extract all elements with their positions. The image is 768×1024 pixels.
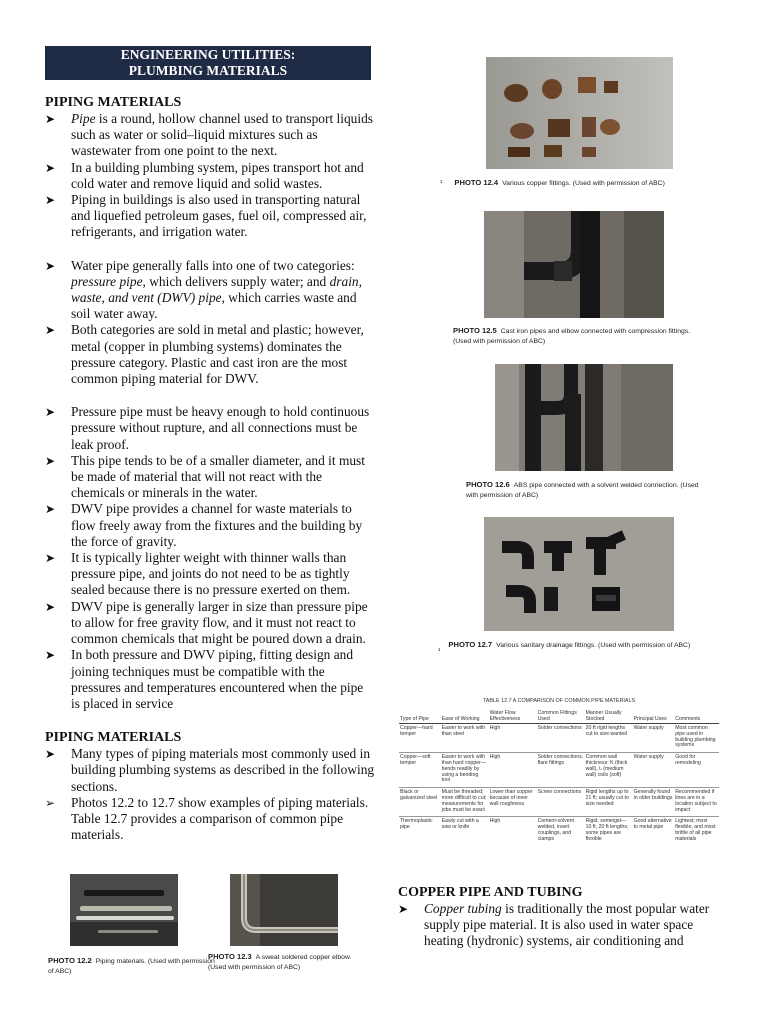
table-row — [399, 788, 719, 817]
photo-caption-text: Various copper fittings. (Used with permission of ABC) — [502, 180, 665, 187]
bullet-list-photos — [45, 746, 375, 843]
table-header-cell: Ease of Working — [441, 709, 489, 724]
photo-caption-text: ABS pipe connected with a solvent welded connection. (Used with permission of ABC) — [466, 482, 699, 499]
arrow-bullet-icon: ➤ — [45, 453, 56, 468]
table-cell: Rigid, semirigid—10 ft, 20 ft lengths; some pipes are flexible — [585, 818, 629, 842]
arrow-bullet-icon: ➤ — [45, 551, 56, 566]
term-dwv-pipe: drain, waste, and vent (DWV) pipe — [71, 273, 362, 306]
cast-iron-elbow-illustration — [484, 211, 664, 318]
arrow-bullet-icon: ➤ — [45, 323, 56, 338]
photo-label: PHOTO 12.5 — [453, 326, 497, 335]
list-item-text: It is typically lighter weight with thinner walls than pressure pipe, and joints do not need to be as tightly sealed because there is no pressure exerted on them. — [71, 550, 351, 598]
photo-label: PHOTO 12.7 — [448, 640, 493, 649]
arrow-bullet-icon: ➤ — [45, 648, 56, 663]
table-cell: Lightest; most flexible, and most brittle of all pipe materials — [675, 818, 716, 842]
photo-12-5-image — [484, 211, 664, 318]
list-item-text: is a round, hollow channel used to transport liquids such as water or solid–liquid mixtures such as wastewater from one point to the next. — [71, 111, 373, 159]
abs-pipe-illustration — [495, 364, 673, 471]
arrow-bullet-icon: ➤ — [45, 599, 56, 614]
table-cell: Cement-solvent welded, insert couplings, and clamps — [537, 818, 574, 842]
table-header-cell: Principal Uses — [633, 709, 675, 724]
list-item-text: In both pressure and DWV piping, fitting design and joining techniques must be compatible with the pressures and temperatures encountered when the pipe is placed in service — [71, 647, 364, 711]
photo-12-3-image — [230, 874, 338, 946]
list-item-text: , which carries waste and soil water away. — [71, 290, 357, 322]
table-header-cell: Water Flow Effectiveness — [489, 709, 537, 724]
photo-label: PHOTO 12.2 — [48, 956, 92, 965]
term-pipe: Pipe — [71, 111, 96, 126]
photo-12-4-caption — [440, 178, 730, 188]
photo-12-5-caption — [453, 326, 698, 346]
arrow-bullet-icon: ➤ — [45, 193, 56, 208]
comparison-table-block — [399, 698, 719, 846]
table-cell: Black or galvanized steel — [399, 788, 441, 817]
photo-12-2-caption — [48, 956, 218, 976]
arrow-bullet-icon: ➤ — [45, 112, 56, 126]
list-item — [45, 550, 375, 599]
drainage-fittings-illustration — [484, 517, 674, 631]
bullet-list-copper — [398, 901, 728, 950]
table-cell: Generally found in older buildings — [633, 788, 675, 817]
list-item — [45, 599, 375, 648]
table-cell: Easier to work with than steel — [441, 724, 489, 753]
photo-caption-text: Various sanitary drainage fittings. (Used with permission of ABC) — [496, 642, 691, 649]
list-item-text: Pressure pipe must be heavy enough to hold continuous pressure without rupture, and all connections must be leak proof. — [71, 404, 370, 452]
list-item — [45, 192, 375, 241]
table-cell: Water supply — [633, 753, 675, 788]
photo-12-7-image — [484, 517, 674, 631]
list-item-text: Many types of piping materials most commonly used in building plumbing systems as described in the following sections. — [71, 746, 375, 794]
table-cell: Easier to work with than hard copper—bends readily by using a bending tool — [441, 753, 489, 788]
table-cell: Rigid lengths up to 21 ft; usually cut to size needed — [585, 788, 633, 817]
list-item — [45, 404, 375, 453]
list-item-text: Water pipe generally falls into one of two categories: — [71, 257, 355, 273]
term-copper-tubing: Copper tubing — [424, 901, 502, 916]
table-cell: 20 ft rigid lengths cut to size wanted — [585, 724, 633, 753]
photo-caption-text: Cast iron pipes and elbow connected with compression fittings. (Used with permission of ABC) — [453, 328, 691, 345]
photo-12-7-caption — [438, 640, 706, 655]
list-item — [398, 901, 728, 950]
right-column-text — [398, 884, 728, 950]
table-cell: Most common pipe used in building plumbing systems — [674, 724, 719, 753]
left-column — [45, 46, 375, 843]
photo-marker: ¹ — [440, 178, 443, 187]
list-item — [45, 258, 375, 323]
table-row — [399, 753, 719, 788]
table-cell: Copper—soft temper — [399, 753, 441, 788]
table-cell: High — [489, 753, 537, 788]
photo-label: PHOTO 12.4 — [454, 178, 499, 187]
banner-line-2: PLUMBING MATERIALS — [128, 63, 288, 78]
list-item — [45, 647, 375, 712]
table-cell: Screw connections — [537, 788, 585, 817]
piping-materials-illustration — [70, 874, 178, 946]
bullet-list-categories — [45, 258, 375, 388]
table-header-cell: Comments — [674, 709, 719, 724]
section-heading-copper-pipe: COPPER PIPE AND TUBING — [398, 885, 583, 900]
list-item-text: This pipe tends to be of a smaller diameter, and it must be made of material that will not react with the chemicals or minerals in the water. — [71, 452, 365, 501]
photo-12-4-image — [486, 57, 673, 169]
table-title: TABLE 12.7 A COMPARISON OF COMMON PIPE MATERIALS — [482, 698, 636, 704]
list-item-text: DWV pipe provides a channel for waste materials to flow freely away from the fixtures and the building by the force of gravity. — [71, 501, 363, 549]
list-item — [45, 160, 375, 192]
section-heading-piping-materials-2: PIPING MATERIALS — [45, 730, 182, 746]
photo-label: PHOTO 12.6 — [466, 480, 510, 489]
table-header-row — [399, 709, 719, 724]
table-cell: Water supply — [633, 724, 675, 753]
arrow-bullet-icon: ➤ — [45, 405, 56, 420]
list-item-text: , which delivers supply water; and — [142, 273, 330, 289]
arrow-bullet-icon: ➤ — [45, 160, 56, 175]
arrow-bullet-icon: ➤ — [398, 902, 409, 916]
photo-12-6-caption — [466, 480, 701, 500]
table-cell: Must be threaded; more difficult to cut; measurements for jobs must be exact — [441, 788, 489, 817]
list-item — [45, 453, 375, 502]
table-cell: Good for remodeling — [674, 753, 719, 788]
list-item-text: DWV pipe is generally larger in size than pressure pipe to allow for free gravity flow, and it must not react to common chemicals that might be poured down a drain. — [71, 598, 368, 647]
list-item — [45, 746, 375, 795]
list-item-text: Piping in buildings is also used in transporting natural and liquefied petroleum gases, fuel oil, compressed air, refrigerants, and irrigation water. — [71, 192, 367, 240]
arrow-bullet-icon: ➤ — [45, 502, 56, 517]
arrow-bullet-icon: ➤ — [45, 258, 56, 273]
table-cell: Thermoplastic pipe — [400, 818, 433, 831]
table-cell: Lower than copper because of inner wall roughness — [489, 788, 537, 817]
table-cell: Solder connections, flare fittings — [537, 753, 585, 788]
table-cell: Copper—hard temper — [399, 724, 441, 753]
copper-elbow-illustration — [230, 874, 338, 946]
table-row — [399, 817, 719, 846]
table-header-cell: Common Fittings Used — [537, 709, 585, 724]
bullet-list-intro — [45, 111, 375, 241]
list-item — [45, 322, 375, 387]
section-heading-piping-materials: PIPING MATERIALS — [45, 95, 182, 110]
table-cell: Recommended if lines are in a location subject to impact — [674, 788, 719, 817]
list-item-text: is traditionally the most popular water supply pipe material. It is also used in water space heating (hydronic) systems, air conditioning and — [424, 901, 710, 949]
list-item — [45, 795, 375, 844]
photo-caption-text: A sweat soldered copper elbow. (Used with permission of ABC) — [208, 954, 352, 971]
table-cell: High — [489, 724, 537, 753]
copper-fittings-illustration — [486, 57, 673, 169]
arrow-bullet-icon: ➢ — [45, 795, 56, 810]
table-cell: Easily cut with a saw or knife — [441, 818, 479, 831]
table-row — [399, 724, 719, 753]
photo-12-2-image — [70, 874, 178, 946]
list-item-text: Photos 12.2 to 12.7 show examples of piping materials. Table 12.7 provides a comparison of common pipe materials. — [71, 794, 369, 843]
photo-label: PHOTO 12.3 — [208, 952, 252, 961]
list-item-text: In a building plumbing system, pipes transport hot and cold water and remove liquid and solid wastes. — [71, 159, 364, 191]
photo-marker: ¹ — [438, 646, 441, 655]
list-item — [45, 111, 375, 160]
title-banner — [45, 46, 371, 80]
list-item — [45, 501, 375, 550]
term-pressure-pipe: pressure pipe — [71, 273, 143, 289]
table-cell: Good alternative to metal pipe — [633, 818, 672, 831]
photo-caption-text: Piping materials. (Used with permission of ABC) — [48, 958, 215, 975]
list-item-text: Both categories are sold in metal and plastic; however, metal (copper in plumbing systems) dominates the pressure category. Plastic and cast iron are the most common piping material for DWV. — [71, 322, 364, 387]
banner-line-1: ENGINEERING UTILITIES: — [120, 47, 296, 62]
table-cell: Common wall thickness: K (thick wall), L (medium wall) coils (soft) — [585, 753, 633, 788]
table-header-cell: Type of Pipe — [399, 709, 441, 724]
comparison-table — [399, 709, 719, 846]
photo-12-3-caption — [208, 952, 358, 972]
arrow-bullet-icon: ➤ — [45, 747, 56, 762]
table-header-cell: Manner Usually Stocked — [585, 709, 633, 724]
table-cell: Solder connections — [537, 724, 585, 753]
table-cell: High — [489, 818, 501, 825]
bullet-list-pipe-properties — [45, 404, 375, 712]
photo-12-6-image — [495, 364, 673, 471]
